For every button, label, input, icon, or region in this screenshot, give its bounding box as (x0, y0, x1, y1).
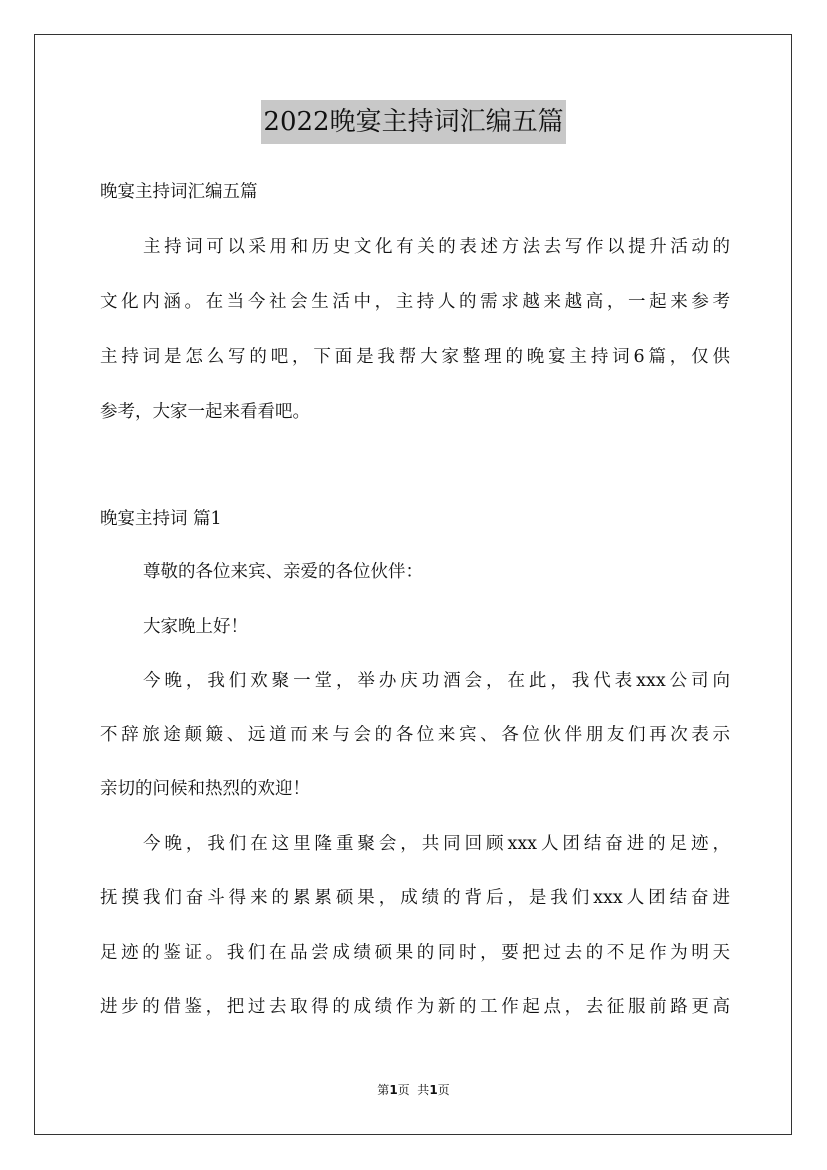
footer-page-number: 1 (389, 1083, 398, 1097)
footer-total-pages: 1 (429, 1083, 438, 1097)
body-line-3: 今晚，我们欢聚一堂，举办庆功酒会，在此，我代表xxx公司向 (143, 671, 730, 691)
body-line-4: 不辞旅途颠簸、远道而来与会的各位来宾、各位伙伴朋友们再次表示 (100, 725, 730, 745)
intro-line-2: 文化内涵。在当今社会生活中，主持人的需求越来越高，一起来参考 (100, 292, 730, 312)
footer-suffix: 页 (437, 1083, 450, 1097)
body-line-8: 足迹的鉴证。我们在品尝成绩硕果的同时，要把过去的不足作为明天 (100, 943, 730, 963)
footer-mid: 页 共 (397, 1083, 430, 1097)
section-heading: 晚宴主持词 篇1 (100, 509, 222, 529)
document-subtitle: 晚宴主持词汇编五篇 (100, 182, 258, 202)
body-line-9: 进步的借鉴，把过去取得的成绩作为新的工作起点，去征服前路更高 (100, 997, 730, 1017)
intro-line-1: 主持词可以采用和历史文化有关的表述方法去写作以提升活动的 (143, 237, 730, 257)
body-line-2: 大家晚上好！ (143, 617, 248, 637)
document-title-block (0, 100, 827, 144)
page-footer (0, 1081, 827, 1099)
body-line-5: 亲切的问候和热烈的欢迎！ (100, 779, 310, 799)
body-line-7: 抚摸我们奋斗得来的累累硕果，成绩的背后，是我们xxx人团结奋进 (100, 888, 730, 908)
body-line-1: 尊敬的各位来宾、亲爱的各位伙伴： (143, 562, 423, 582)
intro-line-4: 参考，大家一起来看看吧。 (100, 402, 310, 422)
document-title: 2022晚宴主持词汇编五篇 (261, 100, 565, 144)
body-line-6: 今晚，我们在这里隆重聚会，共同回顾xxx人团结奋进的足迹， (143, 834, 730, 854)
intro-line-3: 主持词是怎么写的吧，下面是我帮大家整理的晚宴主持词6篇，仅供 (100, 347, 730, 367)
footer-prefix: 第 (377, 1083, 390, 1097)
